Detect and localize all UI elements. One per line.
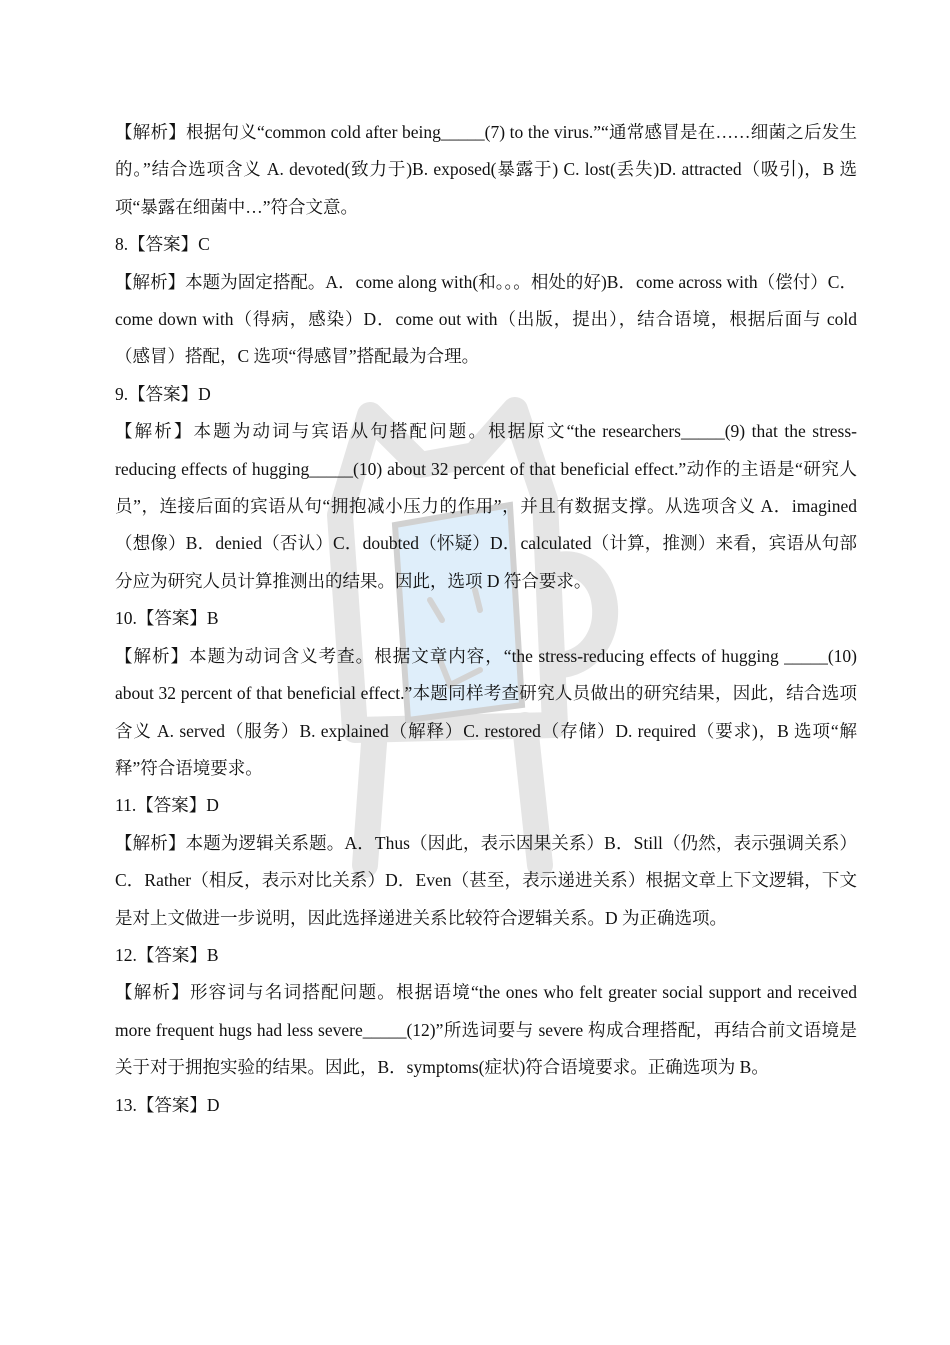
analysis-8: 【解析】本题为固定搭配。A．come along with(和。。。相处的好)B．come across with（偿付）C．come down with（得病，感染）D．come out with（出版，提出），结合语境，根据后面与 cold（感冒）搭配，C 选项“得感冒”搭配最为合理。 [115, 271, 857, 367]
answer-12: 12.【答案】B [115, 944, 219, 965]
page-content [115, 114, 857, 1124]
analysis-9: 【解析】本题为动词与宾语从句搭配问题。根据原文“the researchers_____(9) that the stress-reducing effects of hugging_____(10) about 32 percent of that beneficial effect.”动作的主语是“研究人员”，连接后面的宾语从句“拥抱减小压力的作用”，并且有数据支撑。从选项含义 A．imagined（想像）B．denied（否认）C．doubted（怀疑）D．calculated（计算，推测）来看，宾语从句部分应为研究人员计算推测出的结果。因此，选项 D 符合要求。 [115, 421, 857, 591]
analysis-7: 【解析】根据句义“common cold after being_____(7) to the virus.”“通常感冒是在……细菌之后发生的。”结合选项含义 A. devoted(致力于)B. exposed(暴露于) C. lost(丢失)D. attracted（吸引)，B 选项“暴露在细菌中…”符合文意。 [115, 122, 857, 217]
answer-10: 10.【答案】B [115, 608, 219, 629]
answer-8: 8.【答案】C [115, 234, 210, 255]
analysis-11: 【解析】本题为逻辑关系题。A．Thus（因此，表示因果关系）B．Still（仍然，表示强调关系）C．Rather（相反，表示对比关系）D．Even（甚至，表示递进关系）根据文章上下文逻辑，下文是对上文做进一步说明，因此选择递进关系比较符合逻辑关系。D 为正确选项。 [115, 832, 857, 928]
answer-11: 11.【答案】D [115, 795, 219, 816]
answer-9: 9.【答案】D [115, 383, 211, 404]
analysis-12: 【解析】形容词与名词搭配问题。根据语境“the ones who felt greater social support and received more frequent hugs had less severe_____(12)”所选词要与 severe 构成合理搭配，再结合前文语境是关于对于拥抱实验的结果。因此，B．symptoms(症状)符合语境要求。正确选项为 B。 [115, 982, 857, 1078]
answer-13: 13.【答案】D [115, 1094, 220, 1115]
analysis-10: 【解析】本题为动词含义考查。根据文章内容，“the stress-reducing effects of hugging _____(10) about 32 percent of that beneficial effect.”本题同样考查研究人员做出的研究结果，因此，结合选项含义 A. served（服务）B. explained（解释）C. restored（存储）D. required（要求)，B 选项“解释”符合语境要求。 [115, 645, 857, 778]
